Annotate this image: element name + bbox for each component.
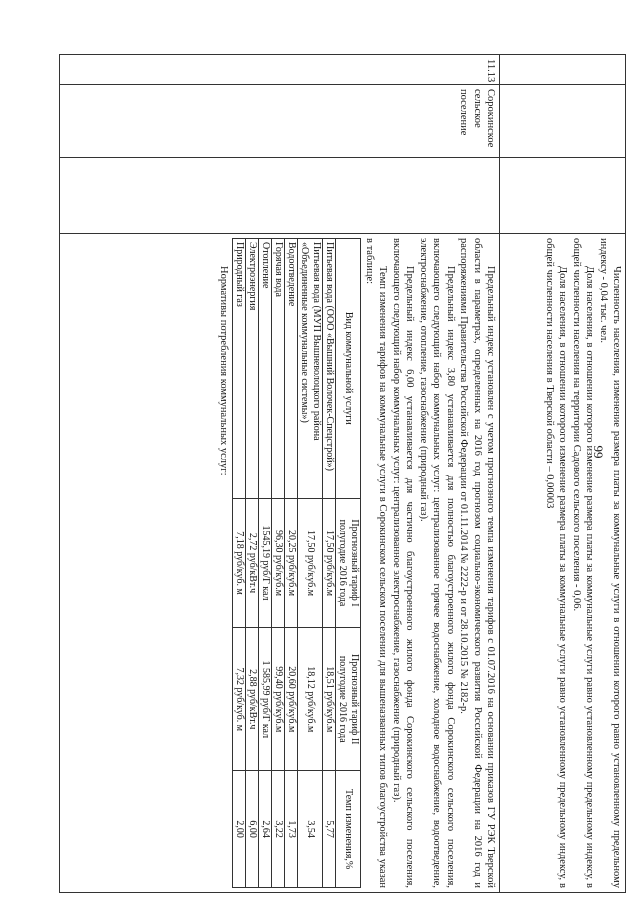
cell-empty-name [500, 85, 626, 158]
row-number: 11.13 [60, 55, 500, 85]
settlement-name: Сорокинское сельское поселение [60, 85, 500, 158]
table-row [284, 239, 297, 888]
header-service: Вид коммунальной услуги [335, 239, 360, 499]
service-cell: Питьевая вода (МУП Вышневолоцкого района «Объединенные коммунальные системы») [297, 239, 322, 499]
tariff-table [232, 238, 361, 888]
service-cell: Электроэнергия [245, 239, 258, 499]
service-cell: Горячая вода [271, 239, 284, 499]
change-rate-cell: 1,73 [284, 771, 297, 888]
paragraph: Численность населения, изменение размера платы за коммунальные услуги в отношении которого равно установленному предельному индексу - 0,04 тыс. чел. [597, 238, 622, 888]
service-cell: Природный газ [232, 239, 245, 499]
tariff-h1-cell: 7,18 руб/куб. м [232, 498, 245, 628]
paragraph: Доля населения, в отношении которого изменение размера платы за коммунальные услуги равно установленному предельному индексу, в общей численности населения на территории Садового сельского поселения - 0,06. [570, 238, 596, 888]
settlement-description [60, 234, 500, 893]
service-cell: Питьевая вода (ООО «Вышний Волочек-Спецстрой») [322, 239, 335, 499]
footer-note: Нормативы потребления коммунальных услуг: [217, 266, 229, 476]
tariff-h2-cell: 18,51 руб/куб.м [322, 628, 335, 771]
cell-empty-type [60, 158, 500, 234]
table-row [297, 239, 322, 888]
settlement-row [60, 55, 500, 893]
service-cell: Отопление [258, 239, 271, 499]
paragraph: Предельный индекс 6,00 устанавливается для частично благоустроенного жилого фонда Сорокинского сельского поселения, включающего следующий набор коммунальных услуг: централизованное электроснабжение, газоснабжение (природный газ). [390, 238, 416, 888]
header-tariff-h1: Прогнозный тариф I полугодие 2016 года [335, 498, 360, 628]
tariff-h1-cell: 1545,19 руб/Г кал [258, 498, 271, 628]
change-rate-cell: 5,77 [322, 771, 335, 888]
table-row [258, 239, 271, 888]
cell-empty-number [500, 55, 626, 85]
paragraph: Темп изменения тарифов на коммунальные услуги в Сорокинском сельском поселении для вышеназванных типов благоустройства указан в таблице: [364, 238, 389, 888]
table-row [322, 239, 335, 888]
tariff-h2-cell: 18,12 руб/куб.м [297, 628, 322, 771]
rotated-page-content [59, 54, 626, 893]
tariff-h1-cell: 17,50 руб/куб.м [322, 498, 335, 628]
header-change-rate: Темп изменения,% [335, 771, 360, 888]
paragraph: Доля населения, в отношении которого изменение размера платы за коммунальные услуги равно установленному предельному индексу, в общей численности населения в Тверской области – 0,00003 [543, 238, 569, 888]
tariff-h2-cell: 2,88 руб/кВт.ч [245, 628, 258, 771]
tariff-header-row [335, 239, 360, 888]
tariff-h2-cell: 7,32 руб/куб. м [232, 628, 245, 771]
tariff-h2-cell: 99,40 руб/куб.м [271, 628, 284, 771]
table-row [232, 239, 245, 888]
change-rate-cell: 3,54 [297, 771, 322, 888]
tariff-h1-cell: 2,72 руб/кВт.ч [245, 498, 258, 628]
table-row [271, 239, 284, 888]
change-rate-cell: 2,64 [258, 771, 271, 888]
change-rate-cell: 6,00 [245, 771, 258, 888]
service-cell: Водоотведение [284, 239, 297, 499]
change-rate-cell: 3,22 [271, 771, 284, 888]
tariff-h1-cell: 20,25 руб/куб.м [284, 498, 297, 628]
paragraph: Предельный индекс 3,80 устанавливается для полностью благоустроенного жилого фонда Сорокинского сельского поселения, включающего следующий набор коммунальных услуг: централизованное горячее водоснабжение, холодное водоснабжение, водоотведение, электроснабжение, отопление, газоснабжение (природный газ). [417, 238, 456, 888]
table-row [245, 239, 258, 888]
continuation-text [500, 234, 626, 893]
tariff-h2-cell: 20,60 руб/куб.м [284, 628, 297, 771]
main-table [59, 54, 626, 893]
header-tariff-h2: Прогнозный тариф II полугодие 2016 года [335, 628, 360, 771]
tariff-h1-cell: 96,30 руб/куб.м [271, 498, 284, 628]
tariff-h2-cell: 1 585,99 руб/Г кал [258, 628, 271, 771]
paragraph: Предельный индекс установлен с учетом прогнозного темпа изменения тарифов с 01.07.2016 на основании приказов ГУ РЭК Тверской области в параметрах, определенных на 2016 год прогнозом социально-экономического развития Российской Федерации на 2016 год и распоряжениями Правительства Российской Федерации от 01.11.2014 № 2222-р и от 28.10.2015 № 2182-р. [458, 238, 496, 888]
continuation-row [500, 55, 626, 893]
page-number: 99 [591, 445, 606, 459]
tariff-h1-cell: 17,50 руб/куб.м [297, 498, 322, 628]
change-rate-cell: 2,00 [232, 771, 245, 888]
cell-empty-type [500, 158, 626, 234]
